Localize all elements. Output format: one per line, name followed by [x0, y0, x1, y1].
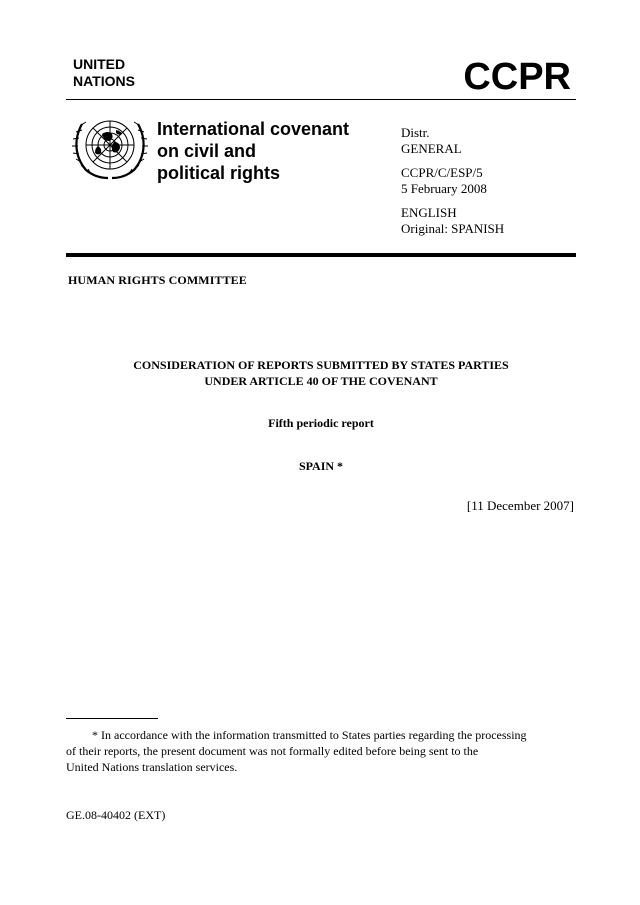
document-reference: GE.08-40402 (EXT): [66, 808, 166, 822]
distr-label: Distr.: [401, 125, 430, 140]
distr-value: GENERAL: [401, 141, 462, 156]
un-emblem-icon: [72, 112, 148, 180]
title-line-3: political rights: [157, 163, 281, 183]
org-line-2: NATIONS: [73, 73, 135, 89]
footnote: [66, 727, 576, 775]
organization-name: [73, 56, 135, 90]
covenant-title: [157, 118, 377, 184]
document-symbol-heading: CCPR: [463, 56, 571, 98]
submission-date: [11 December 2007]: [466, 498, 574, 513]
committee-name: HUMAN RIGHTS COMMITTEE: [68, 273, 247, 287]
footnote-divider: [66, 718, 158, 719]
heading-line-2: UNDER ARTICLE 40 OF THE COVENANT: [204, 374, 438, 388]
footnote-line-3: United Nations translation services.: [66, 760, 238, 774]
original-language: Original: SPANISH: [401, 221, 505, 236]
language: ENGLISH: [401, 205, 457, 220]
doc-symbol: CCPR/C/ESP/5: [401, 165, 483, 180]
title-line-2: on civil and: [157, 141, 257, 161]
footnote-line-2: of their reports, the present document was not formally edited before being sent to the: [66, 744, 479, 758]
report-heading: [66, 357, 576, 389]
distribution-block: [401, 125, 504, 237]
country-name: SPAIN *: [298, 459, 344, 473]
footnote-line-1: * In accordance with the information transmitted to States parties regarding the processing: [92, 728, 527, 742]
title-line-1: International covenant: [157, 119, 350, 139]
report-type: Fifth periodic report: [268, 416, 374, 430]
heading-line-1: CONSIDERATION OF REPORTS SUBMITTED BY STATES PARTIES: [133, 358, 509, 372]
org-line-1: UNITED: [73, 56, 126, 72]
issue-date: 5 February 2008: [401, 181, 487, 196]
top-divider: [66, 99, 576, 100]
header-divider: [66, 253, 576, 257]
